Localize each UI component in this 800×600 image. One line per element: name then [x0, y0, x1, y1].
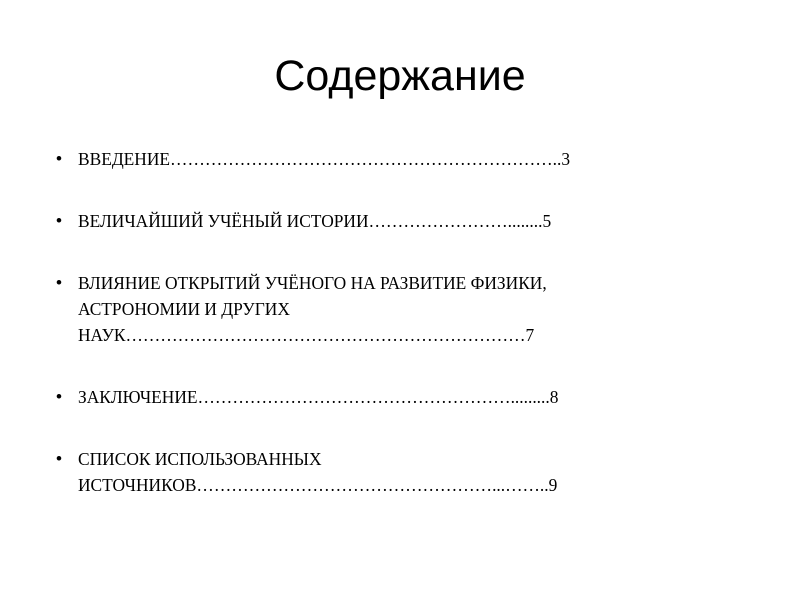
toc-item-text-line-2: ИСТОЧНИКОВ……………………………………………...……..9	[78, 475, 558, 495]
bullet-icon: •	[56, 449, 62, 468]
toc-item-introduction	[56, 146, 718, 172]
bullet-icon: •	[56, 149, 62, 168]
toc-item-text: ВЕЛИЧАЙШИЙ УЧЁНЫЙ ИСТОРИИ……………………........5	[78, 211, 552, 231]
bullet-icon: •	[56, 211, 62, 230]
toc-item-greatest-scientist	[56, 208, 718, 234]
toc-item-text-line-3: НАУК……………………………………………………………7	[78, 325, 535, 345]
slide-title: Содержание	[274, 52, 526, 100]
bullet-icon: •	[56, 273, 62, 292]
toc-item-text: ЗАКЛЮЧЕНИЕ……………………………………………….........8	[78, 387, 559, 407]
toc-item-text-line-1: СПИСОК ИСПОЛЬЗОВАННЫХ	[78, 449, 322, 469]
toc-item-text-line-1: ВЛИЯНИЕ ОТКРЫТИЙ УЧЁНОГО НА РАЗВИТИЕ ФИЗИКИ,	[78, 273, 547, 293]
toc-item-influence-of-discoveries	[56, 270, 718, 348]
bullet-icon: •	[56, 387, 62, 406]
toc-item-conclusion	[56, 384, 718, 410]
toc-item-text-line-2: АСТРОНОМИИ И ДРУГИХ	[78, 299, 290, 319]
toc-item-references	[56, 446, 718, 498]
toc-item-text: ВВЕДЕНИЕ…………………………………………………………..3	[78, 149, 571, 169]
